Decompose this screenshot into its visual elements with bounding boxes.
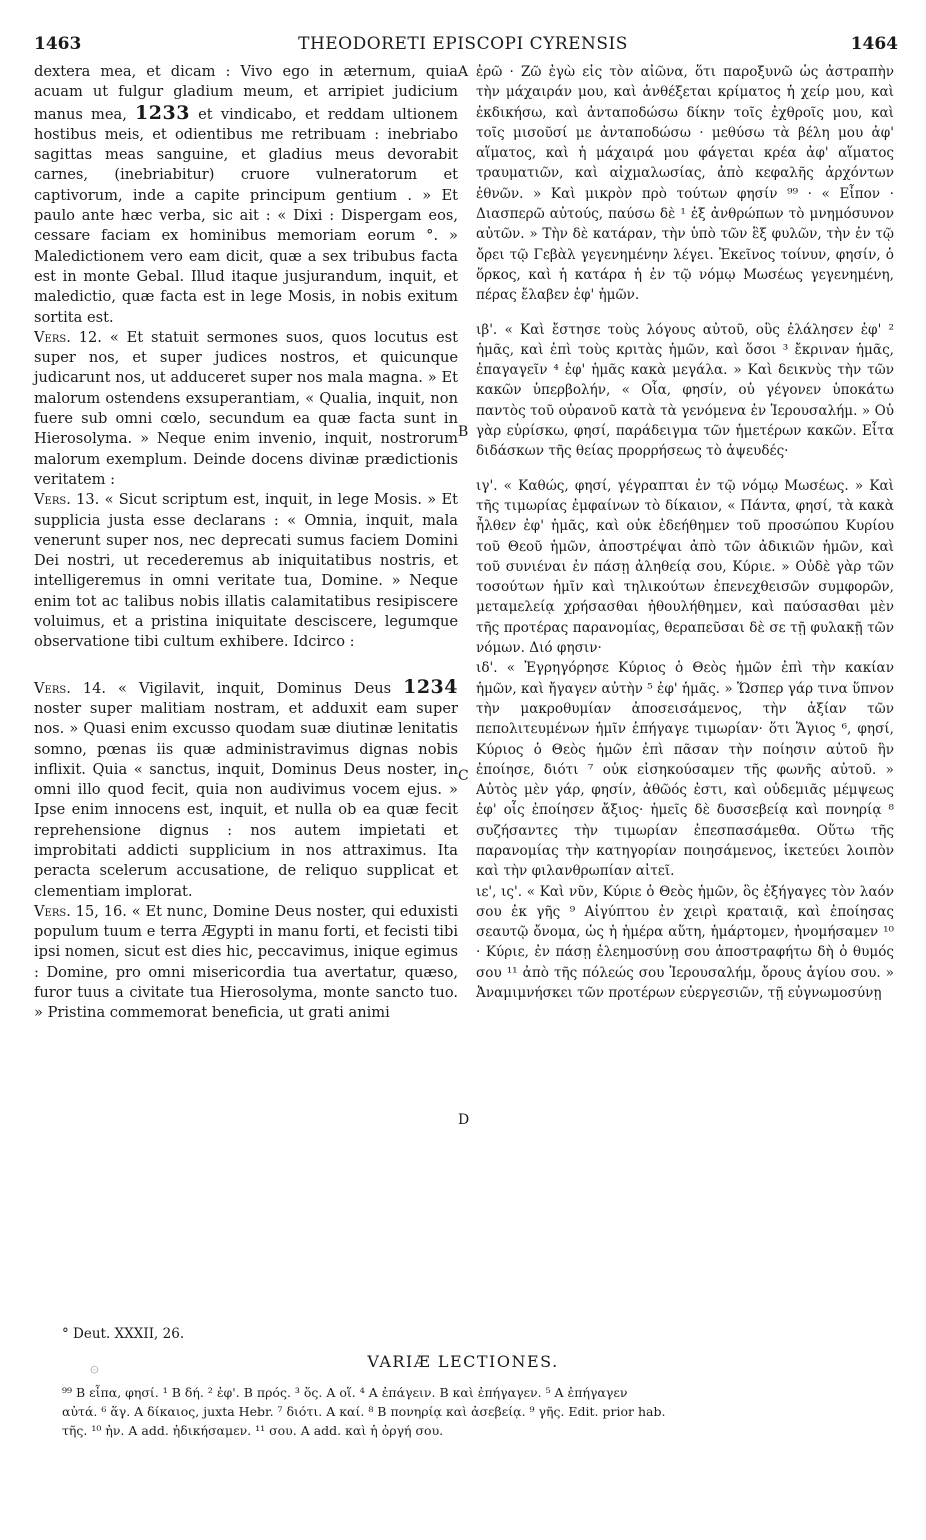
verse-label: Vers. 14. xyxy=(34,679,107,697)
latin-verse-12 xyxy=(34,328,458,490)
column-number: 1234 xyxy=(403,675,458,698)
margin-letter-d: D xyxy=(458,1112,470,1128)
latin-text: « Sicut scriptum est, inquit, in lege Mosis. » Et supplicia justa esse declarans : « Omnia, inquit, mala venerunt super nos, nec deprecati sumus faciem Domini Dei nostri, ut recederemus ab iniquitatibus nostris, et intelligeremus in omni veritate tua, Domine. » Neque enim tot ac talibus nobis illatis calamitatibus resipiscere voluimus, et a pristina iniquitate desciscere, legumque observatione tibi cultum exhibere. Idcirco : xyxy=(34,491,458,651)
verse-label: Vers. 15, 16. xyxy=(34,902,127,920)
greek-verse-14: ιδ'. « Ἐγρηγόρησε Κύριος ὁ Θεὸς ἡμῶν ἐπὶ τὴν κακίαν ἡμῶν, καὶ ἤγαγεν αὐτὴν ⁵ ἐφ' ἡμᾶς. » Ὥσπερ γάρ τινα ὕπνον τὴν μακροθυμίαν ἀποσεισάμενος, τὴν ἀξίαν τῶν πεπολιτευμένων ἡμῖν ἐπήγαγε τιμωρίαν· ὅτι Ἅγιος ⁶, φησί, Κύριος ὁ Θεὸς ἡμῶν ἐπὶ πᾶσαν τὴν ποίησιν αὐτοῦ ἣν ἐποίησε, διότι ⁷ οὐκ εἰσηκούσαμεν τῆς φωνῆς αὐτοῦ. » Αὐτὸς μὲν γάρ, φησίν, ἀθῶός ἐστι, καὶ οὐδεμιᾶς μέμψεως ἐφ' οἷς ἐποίησεν ἄξιος· ἡμεῖς δὲ δυσσεβείᾳ καὶ πονηρίᾳ ⁸ συζήσαντες τὴν τιμωρίαν ἐπεσπασάμεθα. Οὕτω τῆς παρανομίας τὴν κατηγορίαν ποιησάμενος, ἱκετεύει λοιπὸν καὶ τὴν φιλανθρωπίαν αἰτεῖ. xyxy=(476,660,894,880)
page-header xyxy=(28,34,898,60)
greek-paragraph-1: ἐρῶ · Ζῶ ἐγὼ εἰς τὸν αἰῶνα, ὅτι παροξυνῶ ὡς ἀστραπὴν τὴν μάχαιράν μου, καὶ ἀνθέξεται κρίματος ἡ χείρ μου, καὶ ἐκδικήσω, καὶ ἀνταποδώσω δίκην τοῖς ἐχθροῖς μου, καὶ τοῖς μισοῦσί με ἀνταποδώσω · μεθύσω τὰ βέλη μου ἀφ' αἵματος, καὶ ἡ μάχαιρά μου φάγεται κρέα ἀφ' αἵματος τραυματιῶν, καὶ αἰχμαλωσίας, ἀπὸ κεφαλῆς ἀρχόντων ἐθνῶν. » Καὶ μικρὸν πρὸ τούτων φησίν ⁹⁹ · « Εἶπον · Διασπερῶ αὐτούς, παύσω δὲ ¹ ἐξ ἀνθρώπων τὸ μνημόσυνον αὐτῶν. » Τὴν δὲ κατάραν, τὴν ὑπὸ τῶν ἓξ φυλῶν, τὴν ἐν τῷ ὄρει τῷ Γεβὰλ γεγενημένην λέγει. Ἐκεῖνος τοίνυν, φησίν, ὁ ὅρκος, καὶ ἡ κατάρα ἡ ἐν τῷ νόμῳ Μωσέως γεγενημένη, πέρας ἔλαβεν ἐφ' ἡμῶν. xyxy=(476,64,894,304)
greek-verse-15-16: ιε', ις'. « Καὶ νῦν, Κύριε ὁ Θεὸς ἡμῶν, ὃς ἐξήγαγες τὸν λαόν σου ἐκ γῆς ⁹ Αἰγύπτου ἐν χειρὶ κραταιᾷ, καὶ ἐποίησας σεαυτῷ ὄνομα, ὡς ἡ ἡμέρα αὕτη, ἡμάρτομεν, ἠνομήσαμεν ¹⁰ · Κύριε, ἐν πάσῃ ἐλεημοσύνῃ σου ἀποστραφήτω δὴ ὁ θυμός σου ¹¹ ἀπὸ τῆς πόλεώς σου Ἱερουσαλήμ, ὄρους ἁγίου σου. » Ἀναμιμνήσκει τῶν προτέρων εὐεργεσιῶν, τῇ εὐγνωμοσύνῃ xyxy=(476,883,894,1002)
latin-text: dextera mea, et dicam : Vivo ego in æternum, quia acuam ut fulgur gladium meum, et arripiet judicium manus mea, xyxy=(34,63,458,123)
latin-paragraph-1 xyxy=(34,62,458,328)
latin-verse-14 xyxy=(34,677,458,902)
margin-letter-c: C xyxy=(458,768,469,784)
margin-letter-b: B xyxy=(458,424,469,440)
latin-verse-15-16 xyxy=(34,902,458,1024)
right-page-number: 1464 xyxy=(850,34,898,54)
latin-text: noster super malitiam nostram, et adduxit eam super nos. » Quasi enim excusso quodam suæ diutinæ lenitatis somno, pœnas iis quæ administravimus dignas nobis inflixit. Quia « sanctus, inquit, Dominus Deus noster, in omni illo quod fecit, quia non audivimus vocem ejus. » Ipse enim innocens est, inquit, et nulla ob ea quæ fecit reprehensione dignus : nos autem impietati et improbitati addicti supplicium in nos attraximus. Ita peracta scelerum accusatione, de reliquo supplicat et clementiam implorat. xyxy=(34,699,458,900)
latin-text: « Et nunc, Domine Deus noster, qui eduxisti populum tuum e terra Ægypti in manu forti, et fecisti tibi ipsi nomen, sicut est dies hic, peccavimus, inique egimus : Domine, pro omni misericordia tua avertatur, quæso, furor tuus a civitate tua Hierosolyma, monte sancto tuo. » Pristina commemorat beneficia, ut grati animi xyxy=(34,902,458,1022)
left-page-number: 1463 xyxy=(34,34,82,54)
greek-column xyxy=(476,62,894,1003)
running-title: THEODORETI EPISCOPI CYRENSIS xyxy=(298,34,628,54)
latin-text: « Vigilavit, inquit, Dominus Deus xyxy=(118,679,392,697)
latin-text: « Et statuit sermones suos, quos locutus est super nos, et super judices nostros, et quicunque judicarunt nos, ut adduceret super nos mala magna. » Et malorum ostendens exsuperantiam, « Qualia, inquit, non fuere sub omni cœlo, secundum ea quæ facta sunt in Hierosolyma. » Neque enim invenio, inquit, nostrorum malorum exemplum. Deinde docens divinæ prædictionis veritatem : xyxy=(34,328,459,488)
margin-letter-a: A xyxy=(458,64,469,80)
variant-line: ⁹⁹ B εἶπα, φησί. ¹ B δή. ² ἐφ'. B πρός. ³ ὅς. A οἵ. ⁴ A ἐπάγειν. B καὶ ἐπήγαγεν. ⁵ A ἐπήγαγεν xyxy=(62,1385,628,1400)
greek-verse-12: ιβ'. « Καὶ ἔστησε τοὺς λόγους αὐτοῦ, οὓς ἐλάλησεν ἐφ' ² ἡμᾶς, καὶ ἐπὶ τοὺς κριτὰς ἡμῶν, καὶ ὅσοι ³ ἔκριναν ἡμᾶς, ἐπαγαγεῖν ⁴ ἐφ' ἡμᾶς κακὰ μεγάλα. » Καὶ δεικνὺς τὴν τῶν κακῶν ὑπερβολήν, « Οἷα, φησίν, οὐ γέγονεν ὑποκάτω παντὸς τοῦ οὐρανοῦ κατὰ τὰ γενόμενα ἐν Ἱερουσαλήμ. » Οὐ γὰρ εὑρίσκω, φησί, παράδειγμα τῶν ἡμετέρων κακῶν. Εἶτα διδάσκων τῆς θείας προρρήσεως τὸ ἀψευδές· xyxy=(476,321,894,460)
footnote: ° Deut. XXXII, 26. xyxy=(62,1326,185,1342)
variae-lectiones xyxy=(62,1383,900,1440)
variant-line: τῆς. ¹⁰ ἠν. A add. ἠδικήσαμεν. ¹¹ σου. A add. καὶ ἡ ὀργή σου. xyxy=(62,1423,444,1438)
variae-lectiones-heading: VARIÆ LECTIONES. xyxy=(367,1352,559,1371)
column-number: 1233 xyxy=(135,101,190,124)
variant-line: αὐτά. ⁶ ἅγ. A δίκαιος, juxta Hebr. ⁷ διότι. A καί. ⁸ B πονηρίᾳ καὶ ἀσεβείᾳ. ⁹ γῆς. Edit. prior hab. xyxy=(62,1404,666,1419)
verse-label: Vers. 13. xyxy=(34,491,100,509)
latin-column xyxy=(34,62,458,1024)
greek-verse-13: ιγ'. « Καθώς, φησί, γέγραπται ἐν τῷ νόμῳ Μωσέως. » Καὶ τῆς τιμωρίας ἐμφαίνων τὸ δίκαιον, « Πάντα, φησί, τὰ κακὰ ἦλθεν ἐφ' ἡμᾶς, καὶ οὐκ ἐδεήθημεν τοῦ προσώπου Κυρίου τοῦ Θεοῦ ἡμῶν, ἀποστρέψαι ἀπὸ τῶν ἀδικιῶν ἡμῶν, καὶ τοῦ συνιέναι ἐν πάσῃ ἀληθείᾳ σου, Κύριε. » Οὐδὲ γὰρ τῶν τοσούτων ἡμῖν καὶ τηλικούτων ἐπενεχθεισῶν συμφορῶν, μεταμελείᾳ χρήσασθαι ἠθουλήθημεν, καὶ παύσασθαι μὲν τῆς προτέρας παρανομίας, θεραπεῦσαι δὲ σε τῇ φυλακῇ τῶν νόμων. Διό φησιν· xyxy=(476,477,894,657)
latin-text: et vindicabo, et reddam ultionem hostibus meis, et odientibus me retribuam : inebriabo sagittas meas sanguine, et gladius meus devorabit carnes, (inebriabitur) cruore vulneratorum et captivorum, inde a capite principum gentium . » Et paulo ante hæc verba, sic ait : « Dixi : Dispergam eos, cessare faciam ex hominibus memoriam eorum °. » Maledictionem vero eam dicit, quæ a sex tribubus facta est in monte Gebal. Illud itaque jusjurandum, inquit, et maledictio, quæ facta est in lege Mosis, in nobis exitum sortita est. xyxy=(34,105,458,326)
latin-verse-13 xyxy=(34,490,458,652)
verse-label: Vers. 12. xyxy=(34,328,102,346)
ornament-icon: ۞ xyxy=(90,1358,99,1376)
